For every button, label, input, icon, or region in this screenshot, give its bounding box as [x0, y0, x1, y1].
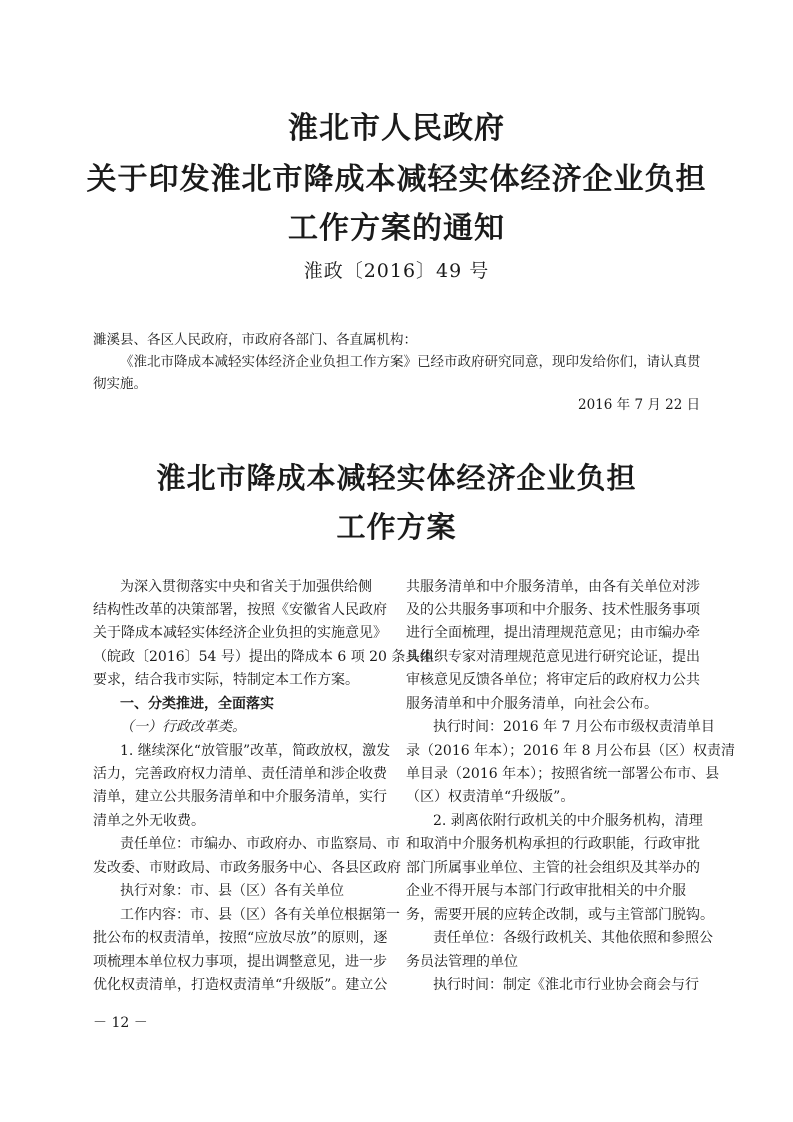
left-line-8: 1. 继续深化“放管服”改革，简政放权，激发 — [120, 743, 391, 759]
right-line-7: 执行时间：2016 年 7 月公布市级权责清单目 — [433, 719, 715, 735]
right-line-18: 执行时间：制定《淮北市行业协会商会与行 — [433, 977, 699, 993]
left-line-11: 清单之外无收费。 — [93, 813, 205, 829]
right-line-11: 2. 剥离依附行政机关的中介服务机构，清理 — [433, 813, 703, 829]
left-line-5: 要求，结合我市实际，特制定本工作方案。 — [93, 672, 359, 688]
left-line-17: 项梳理本单位权力事项，提出调整意见，进一步 — [93, 954, 387, 970]
left-line-13: 发改委、市财政局、市政务服务中心、各县区政府 — [93, 860, 401, 876]
plan-title-line-2: 工作方案 — [336, 510, 457, 544]
left-line-14: 执行对象：市、县（区）各有关单位 — [120, 883, 344, 899]
addressee: 濉溪县、各区人民政府，市政府各部门、各直属机构： — [93, 332, 417, 348]
left-line-16: 批公布的权责清单，按照“应放尽放”的原则，逐 — [93, 930, 388, 946]
plan-title-line-1: 淮北市降成本减轻实体经济企业负担 — [156, 461, 637, 495]
right-line-1: 共服务清单和中介服务清单，由各有关单位对涉 — [406, 579, 700, 595]
left-line-15: 工作内容：市、县（区）各有关单位根据第一 — [120, 907, 400, 923]
left-line-18: 优化权责清单，打造权责清单“升级版”。建立公 — [93, 977, 388, 993]
notice-title-line-1: 淮北市人民政府 — [288, 111, 505, 146]
right-line-16: 责任单位：各级行政机关、其他依照和参照公 — [433, 930, 713, 946]
document-number: 淮政〔2016〕49 号 — [303, 260, 490, 282]
right-line-10: （区）权责清单“升级版”。 — [406, 789, 575, 805]
right-line-17: 务员法管理的单位 — [406, 954, 518, 970]
left-line-10: 清单，建立公共服务清单和中介服务清单，实行 — [93, 789, 387, 805]
right-line-13: 部门所属事业单位、主管的社会组织及其举办的 — [406, 860, 700, 876]
subsection-heading-1: （一）行政改革类。 — [120, 719, 246, 735]
page-number: － 12 － — [93, 1015, 148, 1031]
right-line-4: 头组织专家对清理规范意见进行研究论证，提出 — [406, 649, 700, 665]
notice-body-line-1: 《淮北市降成本减轻实体经济企业负担工作方案》已经市政府研究同意，现印发给你们，请认真贯 — [120, 354, 701, 370]
notice-title-line-3: 工作方案的通知 — [288, 211, 505, 246]
right-line-12: 和取消中介服务机构承担的行政职能，行政审批 — [406, 836, 700, 852]
left-line-9: 活力，完善政府权力清单、责任清单和涉企收费 — [93, 766, 387, 782]
right-line-2: 及的公共服务事项和中介服务、技术性服务事项 — [406, 602, 700, 618]
left-line-4: （皖政〔2016〕54 号）提出的降成本 6 项 20 条具体 — [93, 649, 434, 665]
right-line-14: 企业不得开展与本部门行政审批相关的中介服 — [406, 883, 686, 899]
left-line-3: 关于降成本减轻实体经济企业负担的实施意见》 — [93, 625, 387, 641]
notice-title-line-2: 关于印发淮北市降成本减轻实体经济企业负担 — [86, 162, 707, 197]
section-heading-1: 一、分类推进，全面落实 — [120, 696, 274, 712]
left-line-2: 结构性改革的决策部署，按照《安徽省人民政府 — [93, 602, 387, 618]
notice-date: 2016 年 7 月 22 日 — [578, 397, 701, 413]
notice-body-line-2: 彻实施。 — [93, 376, 147, 392]
right-line-8: 录（2016 年本）；2016 年 8 月公布县（区）权责清 — [406, 743, 735, 759]
left-line-1: 为深入贯彻落实中央和省关于加强供给侧 — [120, 579, 372, 595]
right-line-6: 服务清单和中介服务清单，向社会公布。 — [406, 696, 658, 712]
right-line-15: 务，需要开展的应转企改制，或与主管部门脱钩。 — [406, 907, 714, 923]
right-line-9: 单目录（2016 年本）；按照省统一部署公布市、县 — [406, 766, 720, 782]
right-line-5: 审核意见反馈各单位；将审定后的政府权力公共 — [406, 672, 700, 688]
left-line-12: 责任单位：市编办、市政府办、市监察局、市 — [120, 836, 400, 852]
right-line-3: 进行全面梳理，提出清理规范意见；由市编办牵 — [406, 625, 700, 641]
